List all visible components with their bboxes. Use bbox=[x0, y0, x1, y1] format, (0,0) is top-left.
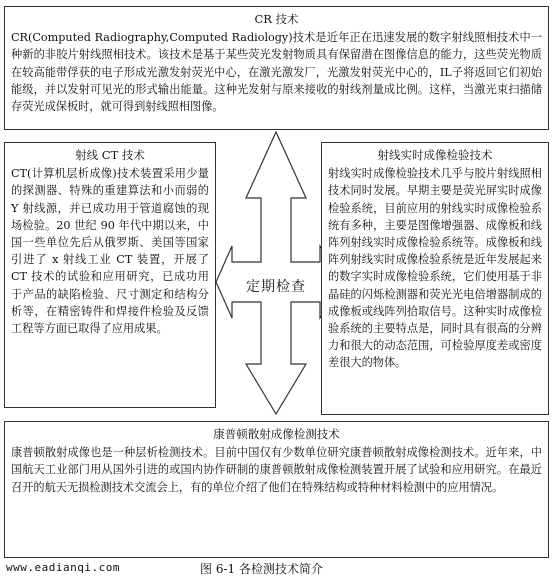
ct-body: CT(计算机层析成像)技术装置采用少量的探测器、特殊的重建算法和小而弱的 Y 射线源，并已成功用于管道腐蚀的现场检验。20 世纪 90 年代中期以来，中国一些单位先后从俄罗斯、美国等国家引进了 x 射线工业 CT 装置，开展了 CT 技术的试验和应用研究，已成功用于产品的缺陷检验、尺寸测定和结构分析等，在精密铸件和焊接件检验及反馈工程等方面已取得了应用成果。 bbox=[11, 167, 209, 336]
cr-technology-box bbox=[4, 6, 549, 130]
cr-title: CR 技术 bbox=[254, 12, 299, 26]
figure-caption: 图 6-1 各检测技术简介 bbox=[200, 562, 323, 576]
compton-body: 康普顿散射成像也是一种层析检测技术。目前中国仅有少数单位研究康普顿散射成像检测技术。近年来，中国航天工业部门用从国外引进的或国内协作研制的康普顿散射成像检测装置开展了试验和应用研究。在最近召开的航天无损检测技术交流会上，有的单位介绍了他们在特殊结构或特种材料检测中的应用情况。 bbox=[11, 446, 542, 494]
ct-technology-box bbox=[4, 142, 216, 408]
compton-scatter-box bbox=[4, 421, 549, 558]
realtime-title: 射线实时成像检验技术 bbox=[377, 148, 493, 162]
cr-body: CR(Computed Radiography,Computed Radiology)技术是近年正在迅速发展的数字射线照相技术中一种新的非胶片射线照相技术。该技术是基于某些荧光发射物质具有保留潜在图像信息的能力，这些荧光物质在较高能带俘获的电子形成光激发射荧光中心，在激光激发厂，光激发射荧光中心的，IL子将返回它们初始能级，并以发射可见光的形式输出能量。这种光发射与原来接收的射线剂量成比例。这样，当激光束扫描储存荧光成保板时，就可得到射线照相图像。 bbox=[11, 31, 542, 114]
site-url: www.eadianqi.com bbox=[6, 561, 120, 574]
compton-title: 康普顿散射成像检测技术 bbox=[213, 427, 340, 441]
ct-title: 射线 CT 技术 bbox=[75, 148, 145, 162]
realtime-imaging-box bbox=[321, 142, 549, 415]
center-label: 定期检查 bbox=[246, 279, 306, 295]
realtime-body: 射线实时成像检验技术几乎与胶片射线照相技术同时发展。早期主要是荧光屏实时成像检验系统，目前应用的射线实时成像检验系统有多种，主要是图像增强器、成像板和线阵列射线实时成像检验系统等。成像板和线阵列射线实时成像检验系统是近年发展起来的数字实时成像检验系统，它们使用基于非晶硅的闪烁检测器和荧光光电倍增器制成的成像板或线阵列拾取信号。这种实时成像检验系统的主要特点是，同时具有很高的分辨力和很大的动态范围，可检验厚度差或密度差很大的物体。 bbox=[328, 167, 542, 370]
